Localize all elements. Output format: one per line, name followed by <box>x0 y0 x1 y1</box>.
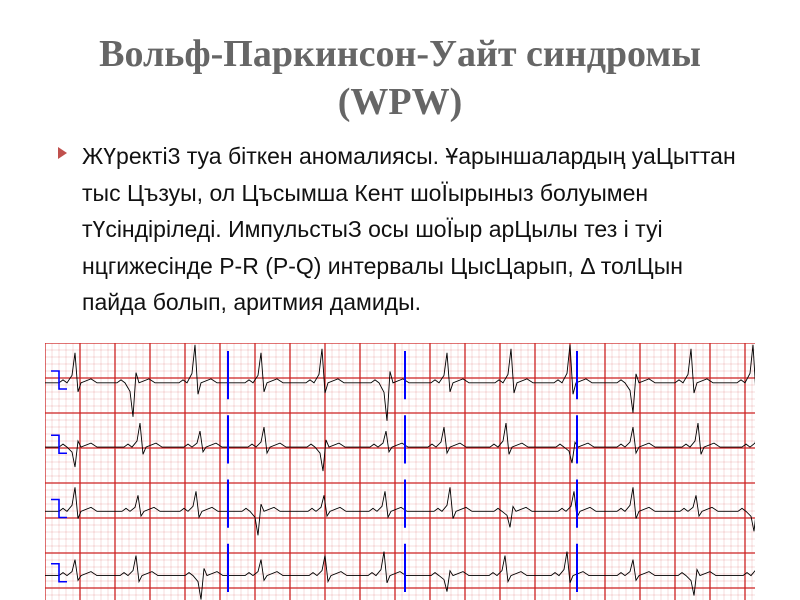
bullet-text: ЖҮректі3 туа біткен аномалиясы. Ұарыншалардың уаЦыттан тыс Цъзуы, ол Цъсымша Кент шоЇырыныз болуымен тҮсіндіріледі. ИмпульстыЗ осы шоЇыр арЦылы тез і туі нцгижесінде Р-R (P-Q) интервалы ЦысЦарып, Δ толЦын пайда болып, аритмия дамиды. <box>82 143 736 315</box>
ecg-tracing <box>45 343 755 600</box>
slide-title: Вольф-Паркинсон-Уайт синдромы (WPW) <box>99 33 701 123</box>
bullet-list <box>58 138 748 321</box>
bullet-arrow-icon <box>58 147 67 159</box>
ecg-strip-image <box>45 343 755 600</box>
